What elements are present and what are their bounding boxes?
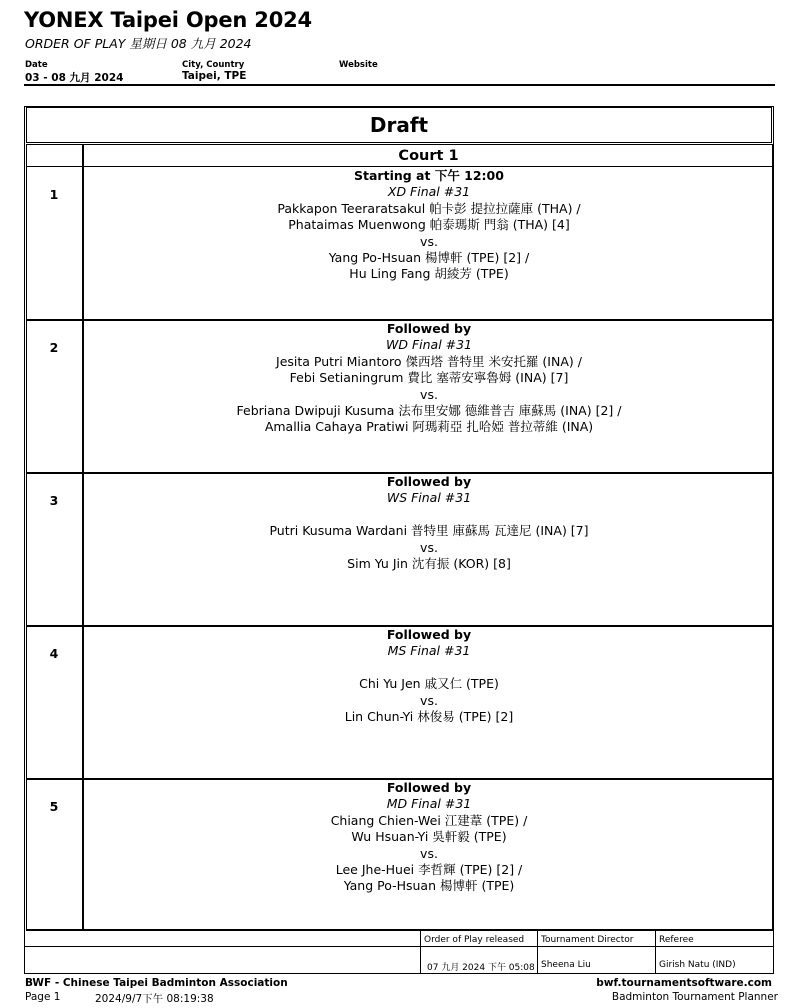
date-label: Date	[25, 60, 48, 70]
printed-timestamp: 2024/9/7下午 08:19:38	[95, 993, 214, 1005]
match-followed-by: Followed by	[386, 321, 472, 336]
versus-text: vs.	[420, 386, 438, 402]
player-line: Chi Yu Jen 戚又仁 (TPE)	[359, 676, 499, 692]
date-value: 03 - 08 九月 2024	[25, 72, 124, 84]
footer-col-divider	[655, 930, 656, 974]
match-block	[86, 780, 772, 895]
blank-line	[86, 660, 772, 676]
player-line: Chiang Chien-Wei 江建葦 (TPE) /	[330, 812, 528, 828]
versus-text: vs.	[420, 233, 438, 249]
match-block	[86, 321, 772, 436]
slot-number: 5	[49, 799, 59, 814]
match-block	[86, 474, 772, 572]
footer-col-divider	[537, 930, 538, 974]
referee-value: Girish Natu (IND)	[659, 960, 736, 970]
blank-line	[86, 507, 772, 523]
association-name: BWF - Chinese Taipei Badminton Association	[25, 977, 288, 989]
tournament-title: YONEX Taipei Open 2024	[24, 8, 312, 32]
director-value: Sheena Liu	[541, 960, 591, 970]
player-line: Wu Hsuan-Yi 吳軒毅 (TPE)	[351, 829, 507, 845]
city-value: Taipei, TPE	[182, 70, 247, 82]
match-block	[86, 627, 772, 725]
slot-divider	[26, 929, 773, 931]
player-line: Yang Po-Hsuan 楊博軒 (TPE)	[343, 878, 515, 894]
match-event: XD Final #31	[387, 184, 471, 200]
player-line: Hu Ling Fang 胡綾芳 (TPE)	[349, 266, 509, 282]
player-line: Febi Setianingrum 費比 塞蒂安寧魯姆 (INA) [7]	[289, 370, 569, 386]
software-name: Badminton Tournament Planner	[611, 991, 778, 1003]
footer-table-line	[24, 946, 774, 947]
player-line: Lee Jhe-Huei 李哲輝 (TPE) [2] /	[335, 862, 523, 878]
player-line: Sim Yu Jin 沈有振 (KOR) [8]	[347, 556, 511, 572]
slot-number: 2	[49, 340, 59, 355]
page-number: Page 1	[25, 991, 61, 1003]
slot-number: 1	[49, 187, 59, 202]
number-column-divider	[82, 144, 84, 930]
director-label: Tournament Director	[541, 935, 634, 945]
player-line: Phataimas Muenwong 帕泰瑪斯 門翁 (THA) [4]	[288, 217, 570, 233]
versus-text: vs.	[420, 539, 438, 555]
match-event: WS Final #31	[386, 490, 472, 506]
player-line: Jesita Putri Miantoro 傑西塔 普特里 米安托羅 (INA) /	[276, 353, 582, 369]
match-followed-by: Followed by	[386, 780, 472, 795]
slot-number: 4	[49, 646, 59, 661]
order-of-play-subtitle: ORDER OF PLAY 星期日 08 九月 2024	[25, 36, 252, 51]
city-label: City, Country	[182, 60, 245, 70]
match-followed-by: Followed by	[386, 474, 472, 489]
draft-heading: Draft	[26, 107, 772, 143]
player-line: Amallia Cahaya Pratiwi 阿瑪莉亞 扎哈婭 普拉蒂維 (INA)	[264, 419, 594, 435]
player-line: Lin Chun-Yi 林俊易 (TPE) [2]	[344, 709, 514, 725]
player-line: Febriana Dwipuji Kusuma 法布里安娜 德維普吉 庫蘇馬 (INA) [2] /	[236, 403, 622, 419]
match-event: MD Final #31	[386, 796, 472, 812]
released-value: 07 九月 2024 下午 05:08	[427, 963, 535, 973]
match-event: MS Final #31	[387, 643, 471, 659]
match-event: WD Final #31	[385, 337, 473, 353]
website-label: Website	[339, 60, 378, 70]
match-followed-by: Followed by	[386, 627, 472, 642]
footer-website[interactable]: bwf.tournamentsoftware.com	[596, 977, 772, 989]
match-start-time: Starting at 下午 12:00	[354, 168, 504, 183]
versus-text: vs.	[420, 845, 438, 861]
player-line: Yang Po-Hsuan 楊博軒 (TPE) [2] /	[328, 250, 530, 266]
referee-label: Referee	[659, 935, 694, 945]
right-border	[772, 144, 773, 930]
player-line: Putri Kusuma Wardani 普特里 庫蘇馬 瓦達尼 (INA) [7]	[269, 523, 589, 539]
match-block	[86, 168, 772, 283]
versus-text: vs.	[420, 692, 438, 708]
footer-col-divider	[420, 930, 421, 974]
court-heading: Court 1	[398, 148, 459, 164]
slot-number: 3	[49, 493, 59, 508]
player-line: Pakkapon Teeraratsakul 帕卡彭 提拉拉薩庫 (THA) /	[277, 200, 581, 216]
header-rule	[24, 84, 775, 86]
released-label: Order of Play released	[424, 935, 525, 945]
